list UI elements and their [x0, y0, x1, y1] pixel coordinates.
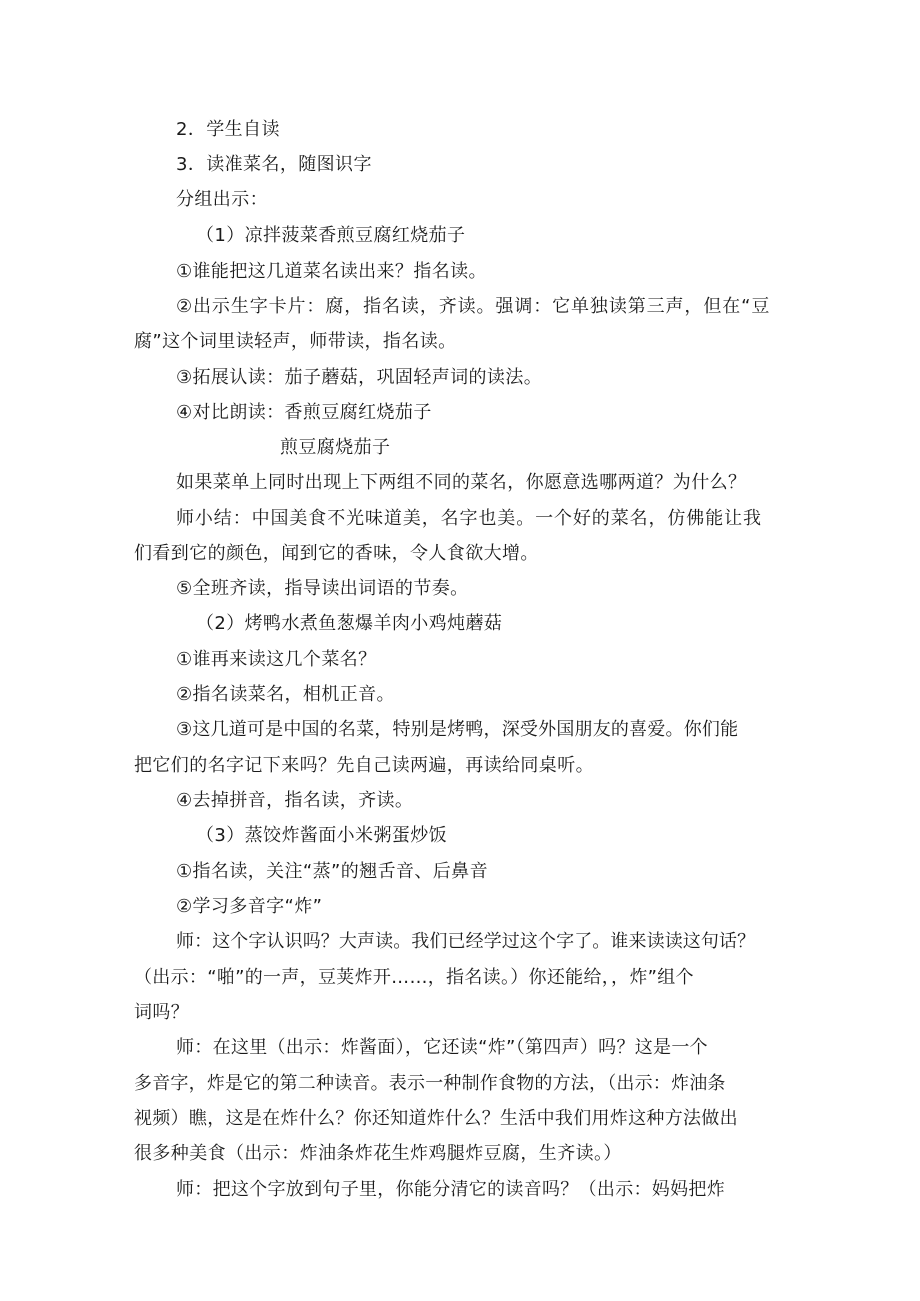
paragraph-line: 师：在这里（出示：炸酱面），它还读“炸”（第四声）吗？这是一个 [176, 1037, 708, 1058]
paragraph-line: 视频）瞧，这是在炸什么？你还知道炸什么？生活中我们用炸这种方法做出 [134, 1108, 738, 1129]
paragraph-line: 师小结：中国美食不光味道美，名字也美。一个好的菜名，仿佛能让我 [176, 508, 762, 529]
paragraph-line: ①指名读，关注“蒸”的翘舌音、后鼻音 [176, 861, 488, 882]
paragraph-line: ③拓展认读：茄子蘑菇，巩固轻声词的读法。 [176, 367, 543, 388]
group-show-label: 分组出示： [176, 189, 268, 210]
paragraph-line: ①谁再来读这几个菜名？ [176, 649, 377, 670]
step-2-heading: 2．学生自读 [176, 119, 280, 140]
group-1-dishes: （1）凉拌菠菜香煎豆腐红烧茄子 [196, 225, 466, 246]
paragraph-line: ④去掉拼音，指名读，齐读。 [176, 790, 414, 811]
paragraph-line: 煎豆腐烧茄子 [280, 437, 391, 458]
paragraph-line: ①谁能把这几道菜名读出来？指名读。 [176, 261, 487, 282]
paragraph-line: ②出示生字卡片：腐，指名读，齐读。强调：它单独读第三声，但在“豆 [176, 296, 771, 317]
paragraph-line: 师：这个字认识吗？大声读。我们已经学过这个字了。谁来读读这句话？ [176, 931, 756, 952]
paragraph-line: 词吗？ [134, 1002, 190, 1023]
paragraph-line: （出示：“啪”的一声，豆荚炸开……，指名读。）你还能给，，炸”组个 [134, 967, 694, 988]
paragraph-line: 师：把这个字放到句子里，你能分清它的读音吗？（出示：妈妈把炸 [176, 1179, 725, 1200]
paragraph-line: 把它们的名字记下来吗？先自己读两遍，再读给同桌听。 [134, 755, 594, 776]
paragraph-line: ⑤全班齐读，指导读出词语的节奏。 [176, 578, 469, 599]
paragraph-line: 如果菜单上同时出现上下两组不同的菜名，你愿意选哪两道？为什么？ [176, 472, 747, 493]
paragraph-line: 们看到它的颜色，闻到它的香味，令人食欲大增。 [134, 543, 539, 564]
step-3-heading: 3．读准菜名，随图识字 [176, 154, 372, 175]
paragraph-line: 多音字，炸是它的第二种读音。表示一种制作食物的方法，（出示：炸油条 [134, 1073, 726, 1094]
group-3-dishes: （3）蒸饺炸酱面小米粥蛋炒饭 [196, 825, 448, 846]
group-2-dishes: （2）烤鸭水煮鱼葱爆羊肉小鸡炖蘑菇 [196, 613, 503, 634]
paragraph-line: 腐”这个词里读轻声，师带读，指名读。 [134, 331, 457, 352]
paragraph-line: ②指名读菜名，相机正音。 [176, 684, 395, 705]
paragraph-line: ④对比朗读：香煎豆腐红烧茄子 [176, 402, 432, 423]
paragraph-line: ②学习多音字“炸” [176, 896, 323, 917]
paragraph-line: 很多种美食（出示：炸油条炸花生炸鸡腿炸豆腐，生齐读。） [134, 1143, 622, 1164]
paragraph-line: ③这几道可是中国的名菜，特别是烤鸭，深受外国朋友的喜爱。你们能 [176, 719, 739, 740]
